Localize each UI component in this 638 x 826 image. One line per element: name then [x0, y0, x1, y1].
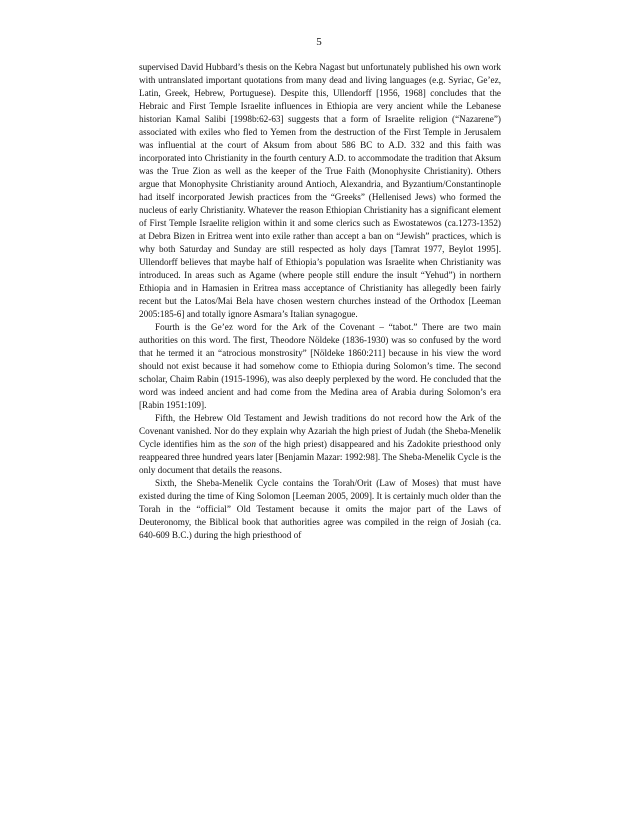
emphasis-son: son — [243, 439, 256, 449]
page-number: 5 — [316, 36, 322, 48]
paragraph-fourth-tabot: Fourth is the Ge’ez word for the Ark of the Covenant – “tabot.” There are two main authorities on this word. The first, Theodore Nöldeke (1836-1930) was so confused by the word that he termed it an “atrocious monstrosity” [Nöldeke 1860:211] because in his view the word should not exist because it had somehow come to Ethiopia during Solomon’s time. The second scholar, Chaim Rabin (1915-1996), was also deeply perplexed by the word. He concluded that the word was indeed ancient and had come from the Medina area of Arabia during Solomon’s era [Rabin 1951:109]. — [139, 322, 501, 410]
paragraph-fifth-part-1: Fifth, the Hebrew Old Testament and Jewish traditions do not record how the Ark of the Covenant vanished. Nor do they explain why Azariah the high priest of Judah (the Sheba-Menelik Cycle identifies him as the — [139, 413, 501, 449]
paragraph-fifth-ark-vanished — [139, 412, 501, 477]
paragraph-sixth-torah-orit: Sixth, the Sheba-Menelik Cycle contains the Torah/Orit (Law of Moses) that must have existed during the time of King Solomon [Leeman 2005, 2009]. It is certainly much older than the Torah in the “official” Old Testament because it omits the major part of the Laws of Deuteronomy, the Biblical book that authorities agree was compiled in the reign of Josiah (ca. 640-609 B.C.) during the high priesthood of — [139, 478, 501, 540]
paragraph-fifth-part-2: of the high priest) disappeared and his Zadokite priesthood only reappeared three hundred years later [Benjamin Mazar: 1992:98]. The Sheba-Menelik Cycle is the only document that details the reasons. — [139, 439, 501, 475]
paragraph-kebra-nagast-scholarship: supervised David Hubbard’s thesis on the Kebra Nagast but unfortunately published his own work with untranslated important quotations from many dead and living languages (e.g. Syriac, Ge’ez, Latin, Greek, Hebrew, Portuguese). Despite this, Ullendorff [1956, 1968] concludes that the Hebraic and First Temple Israelite influences in Ethiopia are very ancient while the Lebanese historian Kamal Salibi [1998b:62-63] suggests that a form of Israelite religion (“Nazarene”) associated with exiles who fled to Yemen from the destruction of the First Temple in Jerusalem was influential at the court of Aksum from about 586 BC to A.D. 332 and this faith was incorporated into Christianity in the fourth century A.D. to accommodate the tradition that Aksum was the True Zion as well as the keeper of the True Faith (Monophysite Christianity). Others argue that Monophysite Christianity around Antioch, Alexandria, and Byzantium/Constantinople had itself incorporated Jewish practices from the “Greeks” (Hellenised Jews) who formed the nucleus of early Christianity. Whatever the reason Ethiopian Christianity has a significant element of First Temple Israelite religion within it and some clerics such as Ewostatewos (ca.1273-1352) at Debra Bizen in Eritrea went into exile rather than accept a ban on “Jewish” practices, which is why both Saturday and Sunday are still respected as holy days [Tamrat 1977, Beylot 1995]. Ullendorff believes that maybe half of Ethiopia’s population was Israelite when Christianity was introduced. In areas such as Agame (where people still endure the insult “Yehud”) in northern Ethiopia and in Hamasien in Eritrea mass acceptance of Christianity has allegedly been fairly recent but the Latos/Mai Bela have chosen western churches instead of the Orthodox [Leeman 2005:185-6] and totally ignore Asmara’s Italian synagogue. — [139, 62, 501, 319]
body-text — [139, 61, 501, 542]
